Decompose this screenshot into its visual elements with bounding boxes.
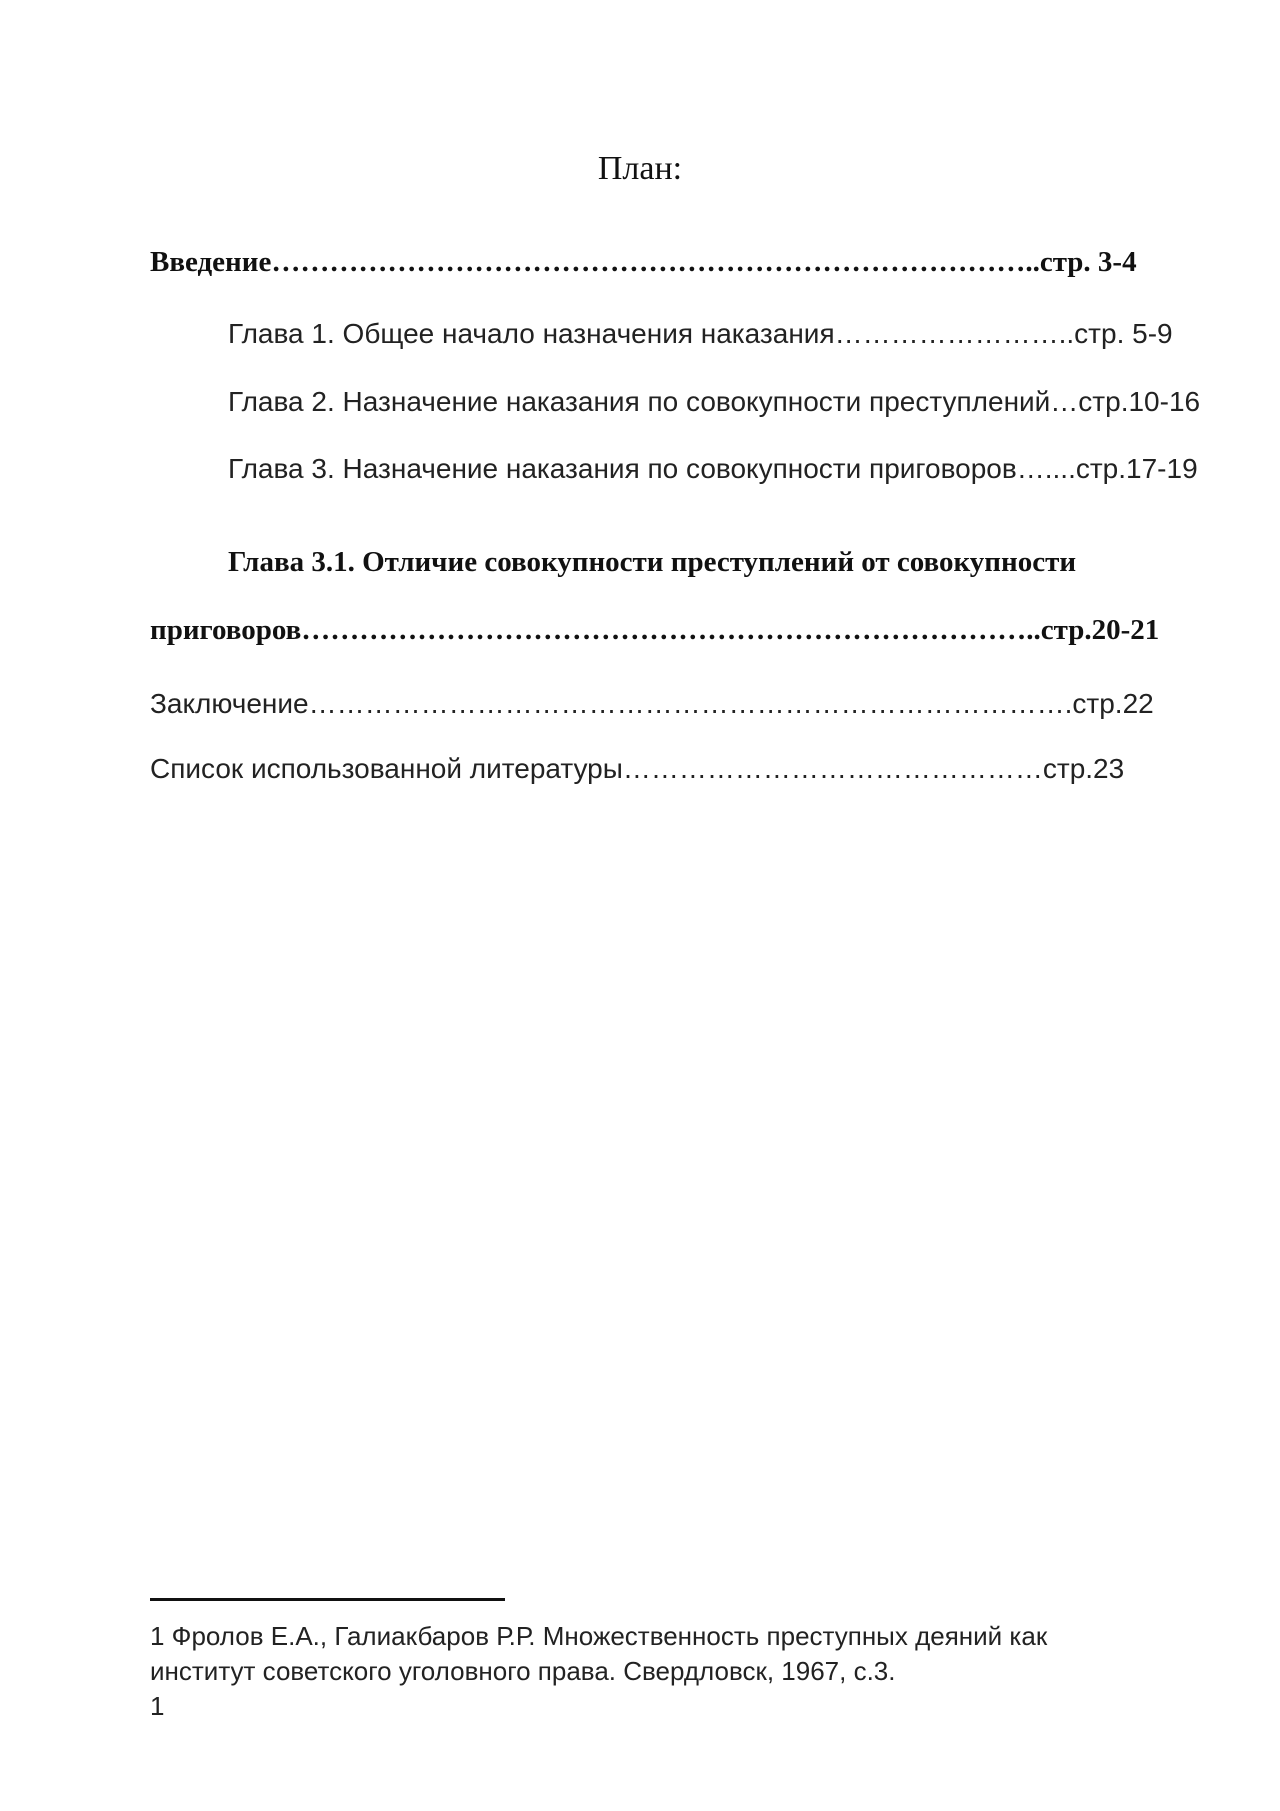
footnote-separator (150, 1598, 505, 1601)
page-number: 1 (150, 1691, 165, 1721)
toc-entry-introduction: Введение……………………………………………………………………..стр. 3-4 (150, 246, 1137, 278)
toc-entry-chapter-3-1-line-1: Глава 3.1. Отличие совокупности преступлений от совокупности (228, 546, 1077, 578)
footnote-line-2: институт советского уголовного права. Свердловск, 1967, с.3. (150, 1656, 896, 1686)
toc-entry-chapter-3-1-line-2: приговоров…………………………………………………………………..стр.20-21 (150, 614, 1160, 646)
toc-entry-chapter-1: Глава 1. Общее начало назначения наказания……………………..стр. 5-9 (228, 318, 1173, 349)
toc-entry-chapter-3: Глава 3. Назначение наказания по совокупности приговоров…....стр.17-19 (228, 453, 1198, 484)
toc-entry-conclusion: Заключение……………………………………………………………………….стр.22 (150, 688, 1154, 719)
page-title: План: (597, 150, 683, 187)
toc-entry-chapter-2: Глава 2. Назначение наказания по совокупности преступлений…стр.10-16 (228, 386, 1201, 417)
toc-entry-references: Список использованной литературы………………………………………стр.23 (150, 753, 1125, 784)
footnote-line-1: 1 Фролов Е.А., Галиакбаров Р.Р. Множественность преступных деяний как (150, 1621, 1048, 1651)
